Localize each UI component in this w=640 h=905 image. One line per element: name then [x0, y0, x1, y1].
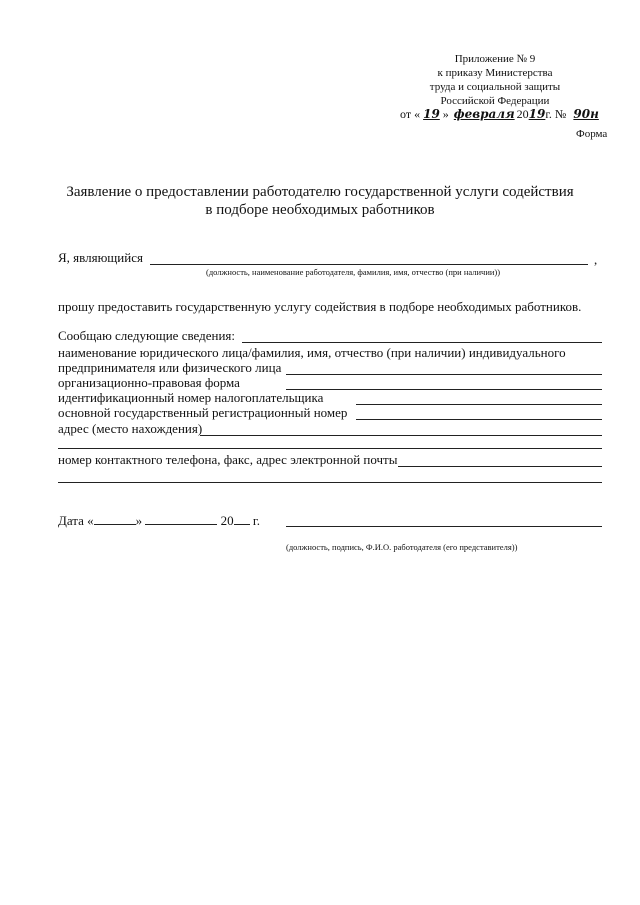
order-day: 19 [423, 107, 440, 121]
applicant-comma: , [594, 252, 598, 267]
request-text: прошу предоставить государственную услугу содействия в подборе необходимых работников. [58, 299, 582, 314]
appendix-line: к приказу Министерства [437, 67, 553, 79]
contacts-field[interactable] [398, 466, 602, 467]
appendix-line: труда и социальной защиты [429, 81, 561, 93]
applicant-label: Я, являющийся [58, 250, 143, 265]
date-year-suffix: г. [252, 513, 261, 528]
name-label-line2: предпринимателя или физического лица [58, 360, 282, 375]
title-line-2: в подборе необходимых работников [205, 202, 435, 218]
date-prefix: от « [400, 107, 421, 121]
applicant-caption: (должность, наименование работодателя, фамилия, имя, отчество (при наличии)) [206, 267, 501, 277]
ogrn-field[interactable] [356, 419, 602, 420]
info-intro-field[interactable] [242, 342, 602, 343]
date-mid: » [442, 107, 449, 121]
year-prefix: 20 [516, 107, 529, 121]
date-day-field[interactable] [94, 512, 136, 525]
order-month: февраля [453, 107, 515, 121]
appendix-block [420, 52, 570, 108]
address-field[interactable] [200, 435, 602, 436]
info-intro: Сообщаю следующие сведения: [58, 328, 236, 343]
appendix-line: Приложение № 9 [454, 53, 536, 65]
date-label: Дата « [58, 513, 94, 528]
form-label: Форма [576, 128, 608, 140]
address-field-extra[interactable] [58, 448, 602, 449]
date-close: » [135, 513, 143, 528]
date-year-prefix: 20 [220, 513, 234, 528]
ogrn-label: основной государственный регистрационный номер [58, 405, 348, 420]
document-title [0, 183, 640, 219]
address-label: адрес (место нахождения) [58, 421, 203, 436]
order-number: 90н [573, 107, 599, 121]
order-date-line [400, 107, 603, 121]
date-row [58, 512, 260, 529]
legal-form-label: организационно-правовая форма [58, 375, 240, 390]
applicant-field[interactable] [150, 264, 588, 265]
inn-label: идентификационный номер налогоплательщика [58, 390, 324, 405]
legal-form-field[interactable] [286, 389, 602, 390]
signature-caption: (должность, подпись, Ф.И.О. работодателя (его представителя)) [286, 542, 518, 552]
contacts-label: номер контактного телефона, факс, адрес электронной почты [58, 452, 398, 467]
order-year: 19 [528, 107, 546, 121]
inn-field[interactable] [356, 404, 602, 405]
year-suffix: г. № [545, 107, 567, 121]
name-label-line1: наименование юридического лица/фамилия, имя, отчество (при наличии) индивидуального [58, 345, 566, 360]
title-line-1: Заявление о предоставлении работодателю государственной услуги содействия [66, 184, 574, 200]
date-year-field[interactable] [234, 512, 250, 525]
contacts-field-extra[interactable] [58, 482, 602, 483]
appendix-line: Российской Федерации [440, 95, 550, 107]
date-month-field[interactable] [145, 512, 217, 525]
name-field[interactable] [286, 374, 602, 375]
signature-field[interactable] [286, 526, 602, 527]
